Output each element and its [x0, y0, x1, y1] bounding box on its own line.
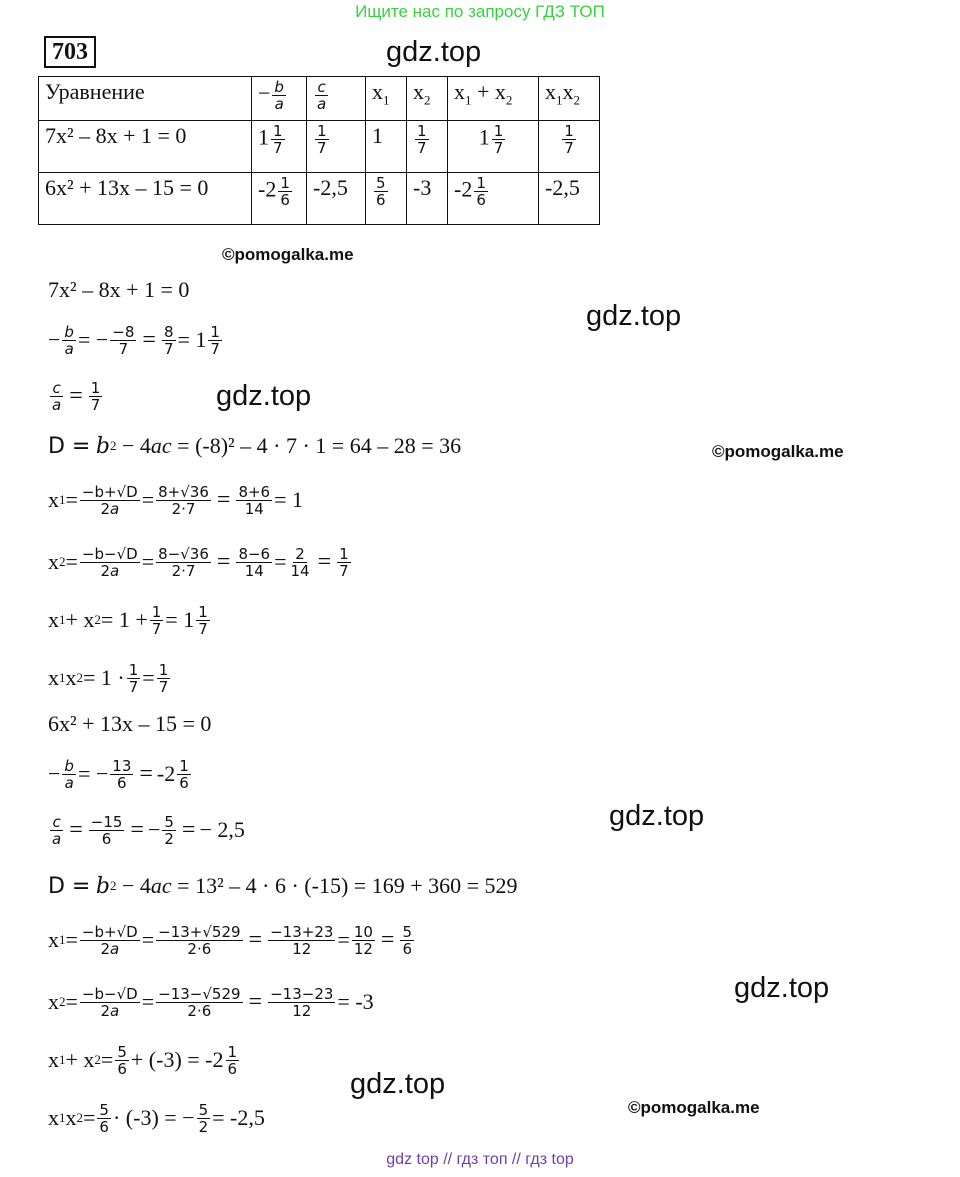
table-header-row: [39, 77, 600, 121]
root-x1-2: x 1 = $\frac{-b+√D}{2a}$ = $\frac{-13+√529}{2\cdot 6}$ = $\frac{-13+23}{12}$ = $\frac{10}{12}$ = $\frac{5}{6}$: [48, 922, 413, 958]
cell-x2: $\frac{1}{7}$: [407, 121, 448, 173]
equation-2: 6x² + 13x – 15 = 0: [48, 711, 212, 736]
header-sum: $x_1 + x_2$: [448, 77, 539, 121]
cell-x1: $\frac{5}{6}$: [366, 173, 407, 225]
minus-b-over-a-2: − $\frac{b}{a}$ = − $\frac{13}{6}$ = -2 $\frac{1}{6}$: [48, 756, 189, 792]
root-x2-2: x 2 = $\frac{-b-√D}{2a}$ = $\frac{-13-√529}{2\cdot 6}$ = $\frac{-13-23}{12}$ = -3: [48, 984, 374, 1020]
footer-links[interactable]: gdz top // гдз топ // гдз top: [386, 1151, 574, 1168]
cell-product: $\frac{1}{7}$: [539, 121, 600, 173]
header-x1: $x_1$: [366, 77, 407, 121]
discriminant-1-tail: = (-8)² – 4 · 7 · 1 = 64 – 28 = 36: [177, 433, 462, 458]
cell-c-over-a: -2,5: [307, 173, 366, 225]
c-over-a-2: $\frac{c}{a}$ = $\frac{-15}{6}$ = − $\frac{5}{2}$ = − 2,5: [52, 812, 245, 848]
watermark-gdz: gdz.top: [734, 972, 830, 1004]
cell-c-over-a: $\frac{1}{7}$: [307, 121, 366, 173]
watermark-gdz: gdz.top: [586, 300, 682, 332]
watermark-gdz: gdz.top: [386, 36, 482, 68]
minus-b-over-a-1: − $\frac{b}{a}$ = − $\frac{-8}{7}$ = $\frac{8}{7}$ = 1 $\frac{1}{7}$: [48, 322, 220, 358]
watermark-pomogalka: ©pomogalka.me: [712, 442, 844, 461]
watermark-pomogalka: ©pomogalka.me: [628, 1098, 760, 1117]
cell-equation: 7x² – 8x + 1 = 0: [39, 121, 252, 173]
cell-x2: -3: [407, 173, 448, 225]
task-number: 703: [44, 36, 96, 68]
header-equation: Уравнение: [39, 77, 252, 121]
roots-table: [38, 76, 600, 225]
sum-1: x 1 + x 2 = 1 + $\frac{1}{7}$ = 1 $\frac{1}{7}$: [48, 602, 208, 638]
root-x1-1: x 1 = $\frac{-b+√D}{2a}$ = $\frac{8+√36}{2\cdot 7}$ = $\frac{8+6}{14}$ = 1: [48, 482, 304, 518]
cell-sum: 1 $\frac{1}{7}$: [448, 121, 539, 173]
header-product: $x_1x_2$: [539, 77, 600, 121]
c-over-a-1: $\frac{c}{a}$ = $\frac{1}{7}$: [52, 378, 101, 414]
watermark-gdz: gdz.top: [350, 1068, 446, 1100]
watermark-gdz: gdz.top: [609, 800, 705, 832]
root-x2-1: x 2 = $\frac{-b-√D}{2a}$ = $\frac{8-√36}{2\cdot 7}$ = $\frac{8-6}{14}$ = $\frac{2}{14}$ = $\frac{1}{7}$: [48, 544, 349, 580]
cell-minus-b-over-a: 1 $\frac{1}{7}$: [252, 121, 307, 173]
discriminant-2: D = b 2 − 4 ac = 13² – 4 · 6 · (-15) = 169 + 360 = 529: [48, 873, 518, 899]
sum-2: x 1 + x 2 = $\frac{5}{6}$ + (-3) = -2 $\frac{1}{6}$: [48, 1042, 238, 1078]
search-banner[interactable]: Ищите нас по запросу ГДЗ ТОП: [355, 2, 605, 21]
cell-minus-b-over-a: -2 $\frac{1}{6}$: [252, 173, 307, 225]
product-2: x 1 x 2 = $\frac{5}{6}$ · (-3) = − $\frac{5}{2}$ = -2,5: [48, 1100, 265, 1136]
header-minus-b-over-a: − $\frac{b}{a}$: [252, 77, 307, 121]
table-row: [39, 121, 600, 173]
watermark-gdz: gdz.top: [216, 380, 312, 412]
cell-x1: 1: [366, 121, 407, 173]
discriminant-1: D = b 2 − 4 ac = (-8)² – 4 · 7 · 1 = 64 – 28 = 36: [48, 433, 462, 459]
header-c-over-a: $\frac{c}{a}$: [307, 77, 366, 121]
header-x2: $x_2$: [407, 77, 448, 121]
discriminant-2-tail: = 13² – 4 · 6 · (-15) = 169 + 360 = 529: [177, 873, 518, 898]
equation-1: 7x² – 8x + 1 = 0: [48, 277, 190, 302]
table-row: [39, 173, 600, 225]
cell-equation: 6x² + 13x – 15 = 0: [39, 173, 252, 225]
cell-sum: -2 $\frac{1}{6}$: [448, 173, 539, 225]
cell-product: -2,5: [539, 173, 600, 225]
watermark-pomogalka: ©pomogalka.me: [222, 245, 354, 264]
product-1: x 1 x 2 = 1 · $\frac{1}{7}$ = $\frac{1}{7}$: [48, 660, 169, 696]
